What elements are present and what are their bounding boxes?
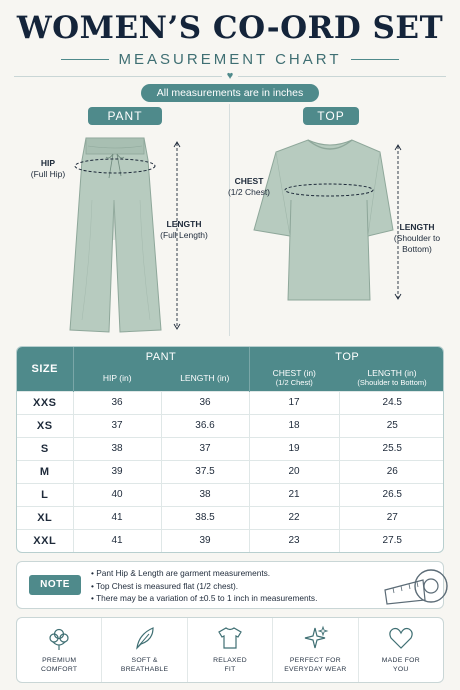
hip-label-sub: (Full Hip) — [30, 169, 66, 179]
top-group-header: TOP — [249, 347, 444, 366]
top-length-cell: 25 — [339, 414, 444, 437]
hip-label-title: HIP — [40, 158, 56, 168]
size-cell: XXS — [17, 391, 73, 414]
page-title: WOMEN’S CO-ORD SET — [16, 10, 444, 46]
chest-cell: 20 — [249, 460, 339, 483]
feature-label-l1: PREMIUM — [42, 657, 77, 664]
tshirt-illustration — [254, 140, 401, 300]
size-cell: XL — [17, 506, 73, 529]
chest-cell: 17 — [249, 391, 339, 414]
pant-length-cell: 38.5 — [161, 506, 249, 529]
top-length-label — [392, 222, 442, 255]
hip-cell: 39 — [73, 460, 161, 483]
hip-label — [28, 158, 68, 180]
table-row — [17, 529, 444, 552]
chest-label-sub: (1/2 Chest) — [227, 187, 271, 197]
feature-premium-comfort — [17, 618, 101, 682]
chest-cell: 23 — [249, 529, 339, 552]
note-box — [16, 561, 444, 609]
feature-label-l2: COMFORT — [41, 666, 78, 673]
feature-label — [382, 656, 420, 674]
pant-group-header: PANT — [73, 347, 249, 366]
feature-label-l2: EVERYDAY WEAR — [284, 666, 347, 673]
feature-label-l1: SOFT & — [131, 657, 158, 664]
size-cell: M — [17, 460, 73, 483]
top-length-cell: 27.5 — [339, 529, 444, 552]
chest-col-sub: (1/2 Chest) — [275, 378, 313, 388]
table-row — [17, 460, 444, 483]
feature-everyday-wear — [272, 618, 357, 682]
note-item: • There may be a variation of ±0.5 to 1 inch in measurements. — [91, 592, 371, 605]
pant-length-cell: 36.6 — [161, 414, 249, 437]
hip-cell: 38 — [73, 437, 161, 460]
feature-label-l2: FIT — [224, 666, 236, 673]
chest-col-header — [249, 366, 339, 391]
top-length-col-header — [339, 366, 444, 391]
cotton-icon — [45, 624, 73, 652]
size-cell: L — [17, 483, 73, 506]
note-tag: NOTE — [29, 575, 81, 595]
pant-length-sub: (Full Length) — [160, 230, 208, 240]
feature-label-l1: PERFECT FOR — [289, 657, 341, 664]
top-length-sub1: (Shoulder to — [393, 233, 441, 243]
subtitle: MEASUREMENT CHART — [118, 50, 342, 68]
hip-col-header: HIP (in) — [73, 366, 161, 391]
size-cell: XXL — [17, 529, 73, 552]
chest-cell: 21 — [249, 483, 339, 506]
size-cell: S — [17, 437, 73, 460]
table-row — [17, 437, 444, 460]
hip-cell: 37 — [73, 414, 161, 437]
note-item: • Pant Hip & Length are garment measurements. — [91, 567, 371, 580]
pant-length-cell: 36 — [161, 391, 249, 414]
pant-length-title: LENGTH — [166, 219, 202, 229]
pant-section-label: PANT — [88, 107, 162, 125]
top-length-cell: 26 — [339, 460, 444, 483]
table-row — [17, 391, 444, 414]
feature-relaxed-fit — [187, 618, 272, 682]
pant-length-cell: 38 — [161, 483, 249, 506]
feature-label-l2: BREATHABLE — [120, 666, 169, 673]
pant-length-label — [158, 219, 210, 241]
note-item: • Top Chest is measured flat (1/2 chest). — [91, 580, 371, 593]
hip-cell: 41 — [73, 529, 161, 552]
pant-length-cell: 39 — [161, 529, 249, 552]
feature-strip — [16, 617, 444, 683]
table-row — [17, 483, 444, 506]
units-info-badge: All measurements are in inches — [141, 84, 319, 102]
chest-cell: 22 — [249, 506, 339, 529]
size-chart-table — [16, 346, 444, 553]
hip-cell: 41 — [73, 506, 161, 529]
top-length-cell: 25.5 — [339, 437, 444, 460]
feature-label — [121, 656, 168, 674]
top-length-cell: 26.5 — [339, 483, 444, 506]
sparkle-icon — [301, 624, 329, 652]
hip-cell: 36 — [73, 391, 161, 414]
tshirt-icon — [216, 624, 244, 652]
top-length-col-sub: (Shoulder to Bottom) — [357, 378, 427, 388]
feature-label-l2: YOU — [393, 666, 409, 673]
feature-soft-breathable — [101, 618, 186, 682]
feature-made-for-you — [358, 618, 443, 682]
chest-label-title: CHEST — [234, 176, 264, 186]
small-heart-icon: ♥ — [226, 70, 234, 82]
table-row — [17, 506, 444, 529]
pant-length-cell: 37 — [161, 437, 249, 460]
feather-icon — [131, 624, 159, 652]
chest-label — [226, 176, 272, 198]
chest-cell: 19 — [249, 437, 339, 460]
measuring-tape-icon — [381, 566, 451, 606]
heart-icon — [387, 624, 415, 652]
pant-length-cell: 37.5 — [161, 460, 249, 483]
top-length-cell: 24.5 — [339, 391, 444, 414]
feature-label-l1: MADE FOR — [381, 657, 420, 664]
pant-length-col-header: LENGTH (in) — [161, 366, 249, 391]
hip-cell: 40 — [73, 483, 161, 506]
top-length-sub2: Bottom) — [402, 244, 432, 254]
size-cell: XS — [17, 414, 73, 437]
chest-cell: 18 — [249, 414, 339, 437]
size-header: SIZE — [17, 347, 73, 391]
feature-label — [213, 656, 247, 674]
top-section-label: TOP — [303, 107, 359, 125]
note-list — [91, 567, 371, 605]
chest-col-title: CHEST (in) — [272, 368, 316, 379]
feature-label-l1: RELAXED — [213, 657, 247, 664]
top-length-cell: 27 — [339, 506, 444, 529]
top-length-col-title: LENGTH (in) — [367, 368, 417, 379]
table-row — [17, 414, 444, 437]
top-length-title: LENGTH — [399, 222, 435, 232]
feature-label — [41, 656, 77, 674]
feature-label — [284, 656, 346, 674]
